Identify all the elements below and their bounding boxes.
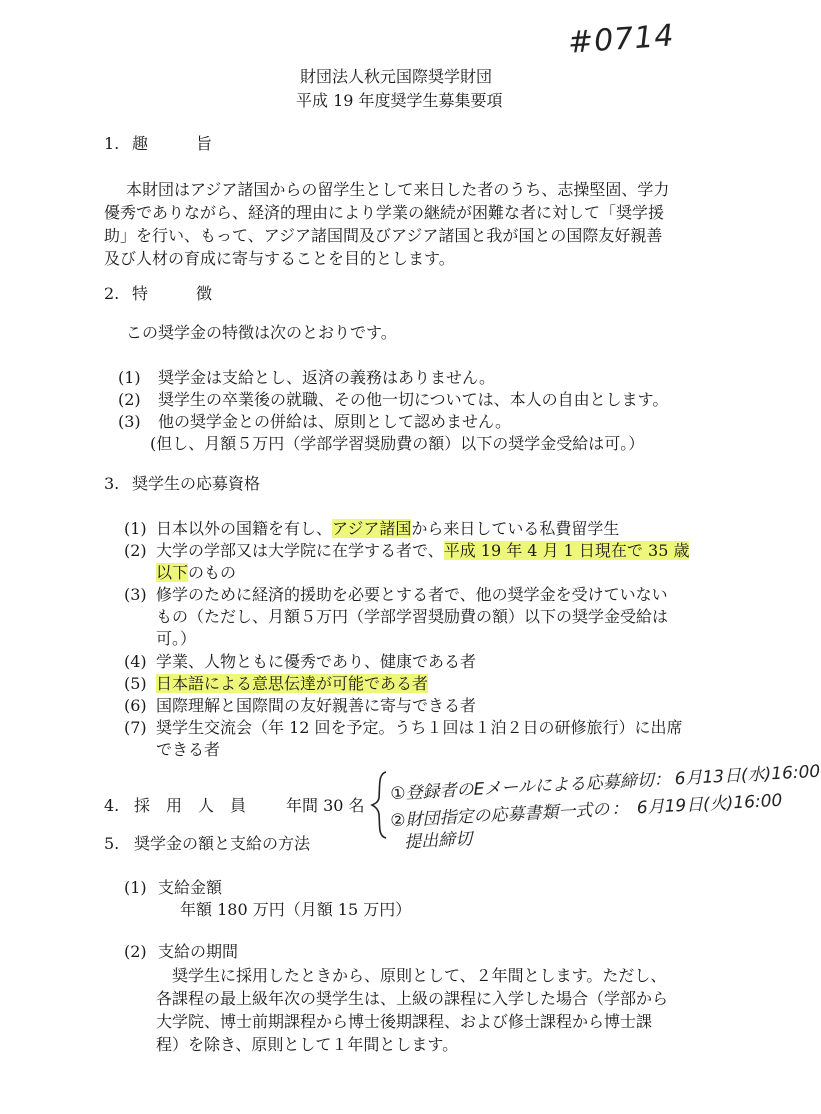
- section-5-paragraph-line: 各課程の最上級年次の奨学生は、上級の課程に入学した場合（学部から: [156, 989, 669, 1008]
- section-2-item-text: 奨学生の卒業後の就職、その他一切については、本人の自由とします。: [158, 390, 669, 409]
- section-3-item-text-continued: [156, 562, 236, 583]
- section-5-number: 5.: [104, 834, 120, 853]
- section-3-item-text: 学業、人物ともに優秀であり、健康である者: [156, 652, 477, 671]
- section-2-intro: この奨学金の特徴は次のとおりです。: [126, 323, 397, 342]
- highlighted-text: アジア諸国: [332, 519, 412, 538]
- section-5-sub-heading: 支給の期間: [158, 942, 239, 961]
- section-3-item-number: (1): [124, 519, 147, 538]
- handwritten-doc-number: #0714: [566, 18, 676, 61]
- handwritten-text: ②財団指定の応募書類一式の: [389, 799, 610, 832]
- section-2-item-text: 奨学金は支給とし、返済の義務はありません。: [158, 368, 495, 387]
- handwritten-note-line-3: 提出締切: [403, 829, 473, 853]
- section-2-number: 2.: [104, 284, 120, 303]
- section-3-item-text: 修学のために経済的援助を必要とする者で、他の奨学金を受けていない: [156, 585, 668, 604]
- section-4-heading: 採 用 人 員: [134, 796, 247, 815]
- text-segment: のもの: [188, 563, 237, 582]
- highlighted-text: 日本語による意思伝達が可能である者: [156, 674, 429, 693]
- section-4-value: 年間 30 名: [286, 796, 365, 815]
- section-5-paragraph-line: 奨学生に採用したときから、原則として、２年間とします。ただし、: [172, 966, 667, 985]
- section-3-item-number: (2): [124, 541, 147, 560]
- handwritten-date: ： 6月19日(火)16:00: [610, 790, 783, 820]
- section-3-item-number: (5): [124, 674, 147, 693]
- section-3-item-number: (6): [124, 696, 147, 715]
- section-1-heading: 趣 旨: [132, 134, 213, 153]
- section-2-item-text: 他の奨学金との併給は、原則として認めません。: [158, 412, 511, 431]
- section-2-item-number: (1): [118, 368, 141, 387]
- organization-name: 財団法人秋元国際奨学財団: [300, 67, 493, 86]
- section-3-item-text: 奨学生交流会（年 12 回を予定。うち１回は１泊２日の研修旅行）に出席: [156, 718, 683, 737]
- section-3-item-number: (4): [124, 652, 147, 671]
- section-5-sub-value: 年額 180 万円（月額 15 万円）: [180, 900, 412, 919]
- section-1-paragraph-line: 助」を行い、もって、アジア諸国間及びアジア諸国と我が国との国際友好親善: [104, 226, 663, 245]
- highlighted-text: 以下: [156, 563, 189, 582]
- section-4-number: 4.: [104, 796, 120, 815]
- section-1-number: 1.: [104, 134, 120, 153]
- text-segment: 日本以外の国籍を有し、: [156, 519, 333, 538]
- section-5-sub-number: (2): [124, 942, 147, 961]
- section-3-item-text: [156, 540, 689, 561]
- section-3-number: 3.: [104, 474, 120, 493]
- section-3-item-text-continued: もの（ただし、月額５万円（学部学習奨励費の額）以下の奨学金受給は: [156, 607, 669, 626]
- section-3-heading: 奨学生の応募資格: [132, 474, 261, 493]
- section-1-paragraph-line: 本財団はアジア諸国からの留学生として来日した者のうち、志操堅固、学力: [126, 180, 670, 199]
- section-3-item-text-continued: 可。）: [156, 629, 197, 648]
- section-1-paragraph-line: 及び人材の育成に寄与することを目的とします。: [104, 249, 455, 268]
- section-5-sub-heading: 支給金額: [158, 878, 223, 897]
- section-1-paragraph-line: 優秀でありながら、経済的理由により学業の継続が困難な者に対して「奨学援: [104, 203, 665, 222]
- section-3-item-number: (7): [124, 718, 147, 737]
- handwritten-text: ①登録者のEメールによる応募締切：: [389, 769, 672, 805]
- text-segment: 大学の学部又は大学院に在学する者で、: [156, 541, 444, 560]
- section-2-item-number: (3): [118, 412, 141, 431]
- section-3-item-text: [156, 518, 619, 539]
- section-2-item-number: (2): [118, 390, 141, 409]
- section-5-sub-number: (1): [124, 878, 147, 897]
- handwritten-brace-icon: [370, 770, 390, 840]
- section-2-heading: 特 徴: [132, 284, 213, 303]
- highlighted-text: 平成 19 年 4 月 1 日現在で 35 歳: [443, 541, 690, 560]
- document-title: 平成 19 年度奨学生募集要項: [296, 91, 503, 110]
- section-5-paragraph-line: 大学院、博士前期課程から博士後期課程、および修士課程から博士課: [156, 1012, 653, 1031]
- section-5-paragraph-line: 程）を除き、原則として１年間とします。: [156, 1035, 459, 1054]
- section-3-item-number: (3): [124, 585, 147, 604]
- section-3-item-text: 国際理解と国際間の友好親善に寄与できる者: [156, 696, 477, 715]
- section-3-item-text-continued: できる者: [156, 740, 221, 759]
- text-segment: から来日している私費留学生: [411, 519, 620, 538]
- handwritten-date: 6月13日(水)16:00: [674, 761, 821, 790]
- section-5-heading: 奨学金の額と支給の方法: [134, 834, 311, 853]
- section-2-note: (但し、月額５万円（学部学習奨励費の額）以下の奨学金受給は可。）: [150, 434, 645, 453]
- section-3-item-text: [156, 673, 428, 694]
